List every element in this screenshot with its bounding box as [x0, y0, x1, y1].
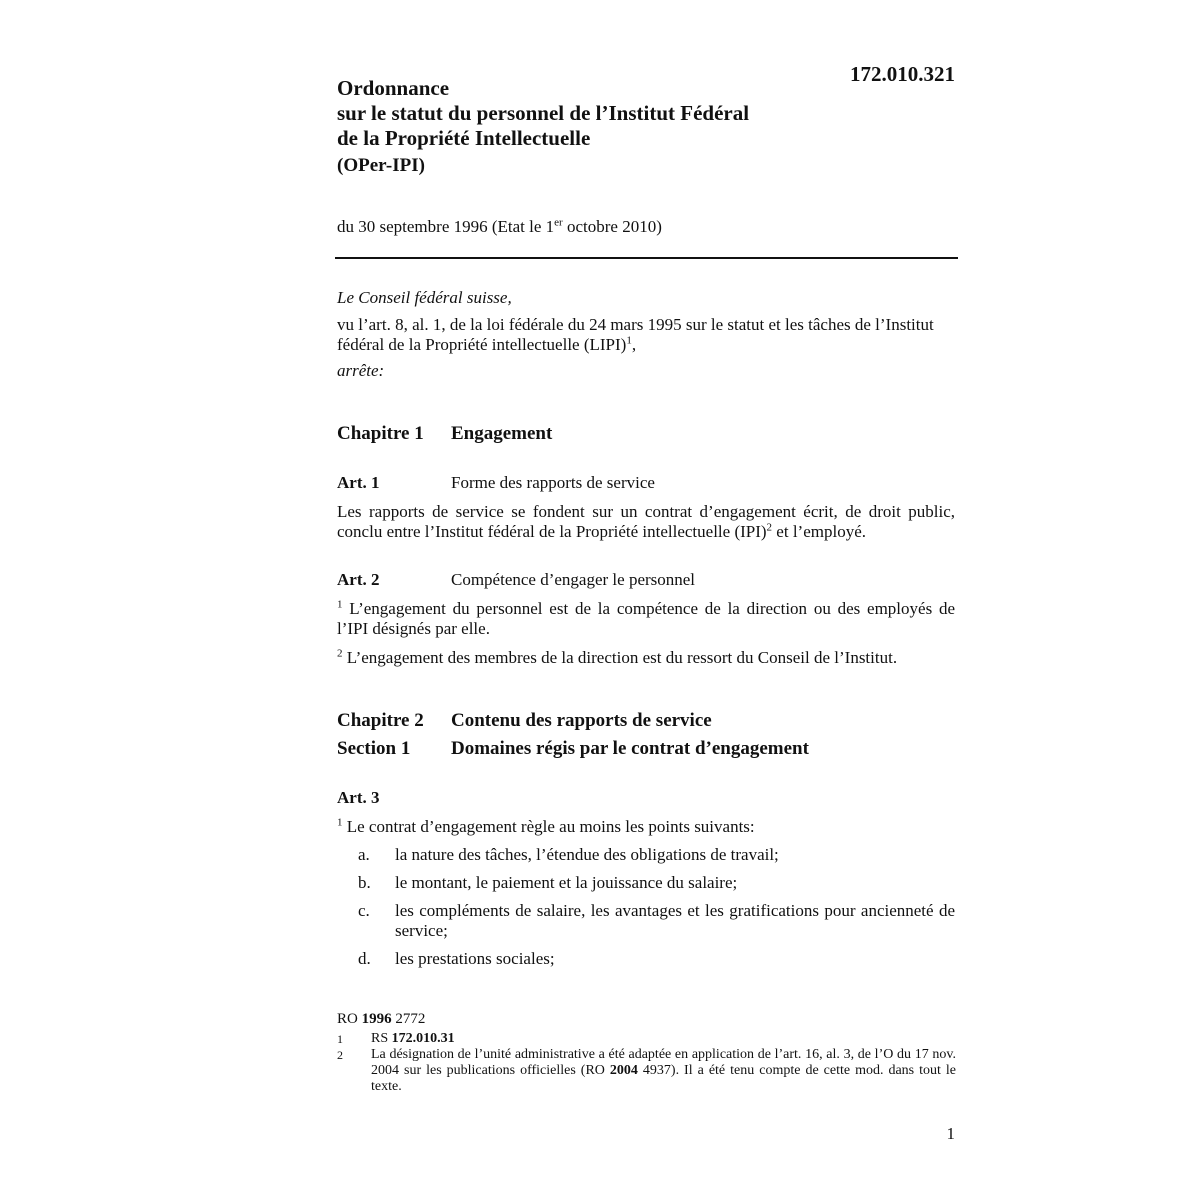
chapter-2-title: Contenu des rapports de service — [451, 710, 712, 731]
title-line-1: Ordonnance — [337, 76, 450, 100]
art-2-heading — [337, 570, 695, 590]
preamble-authority: Le Conseil fédéral suisse, — [337, 288, 512, 307]
chapter-2-heading — [337, 710, 712, 732]
art-3-al-1-text: Le contrat d’engagement règle au moins les points suivants: — [342, 817, 755, 836]
footnote-1 — [337, 1031, 957, 1047]
art-1-text-b: et l’employé. — [772, 522, 866, 541]
art-2-label: Art. 2 — [337, 570, 380, 589]
art-3-heading — [337, 788, 451, 808]
ordinance-abbreviation: (OPer-IPI) — [337, 155, 425, 176]
chapter-1-label: Chapitre 1 — [337, 423, 424, 444]
ro-prefix: RO — [337, 1011, 362, 1027]
footnote-1-number: 1 — [337, 1032, 343, 1046]
chapter-1-title: Engagement — [451, 423, 553, 444]
date-prefix: du 30 septembre 1996 (Etat le 1 — [337, 217, 555, 236]
footnote-1-text — [371, 1031, 956, 1047]
header-divider — [335, 257, 958, 259]
footnote-2-text-b: 4937). Il a été tenu compte de cette mod. dans tout le texte. — [371, 1063, 956, 1094]
preamble-basis-end: , — [631, 335, 637, 354]
date-sup: er — [554, 216, 563, 229]
date-suffix: octobre 2010) — [562, 217, 662, 236]
ro-page: 2772 — [391, 1011, 426, 1027]
footnote-ref-1[interactable]: 1 — [626, 334, 632, 347]
art-2-al-1-number: 1 — [337, 598, 343, 611]
ordinance-date — [337, 217, 662, 237]
list-item-marker: b. — [358, 873, 371, 892]
footnote-2-text — [371, 1047, 956, 1095]
ro-reference — [337, 1011, 425, 1028]
art-3-al-1 — [337, 817, 955, 837]
list-item-marker: c. — [358, 901, 370, 920]
preamble-decree: arrête: — [337, 361, 385, 380]
section-1-title: Domaines régis par le contrat d’engagement — [451, 738, 809, 759]
footnote-2-year: 2004 — [609, 1063, 638, 1078]
preamble-basis-text: vu l’art. 8, al. 1, de la loi fédérale du 24 mars 1995 sur le statut et les tâches de l’Institut fédéral de la Propriété intellectuelle (LIPI) — [337, 315, 934, 354]
list-item-text: le montant, le paiement et la jouissance du salaire; — [395, 873, 738, 892]
art-2-title: Compétence d’engager le personnel — [451, 570, 696, 589]
footnote-1-ref: 172.010.31 — [391, 1031, 455, 1046]
preamble-basis — [337, 315, 957, 355]
list-item-text: les prestations sociales; — [395, 949, 555, 968]
footnote-2-text-a: La désignation de l’unité administrative a été adaptée en application de l’art. 16, al. 3, de l’O du 17 nov. 2004 sur les publications officielles (RO — [371, 1047, 956, 1078]
footnote-2 — [337, 1047, 957, 1097]
chapter-2-label: Chapitre 2 — [337, 710, 424, 731]
ro-year: 1996 — [361, 1011, 392, 1027]
art-2-al-1 — [337, 599, 955, 639]
art-2-al-2-number: 2 — [337, 647, 343, 660]
title-line-2: sur le statut du personnel de l’Institut Fédéral — [337, 101, 750, 125]
footnote-ref-2[interactable]: 2 — [766, 521, 773, 534]
art-3-label: Art. 3 — [337, 788, 380, 807]
art-2-al-2-text: L’engagement des membres de la direction est du ressort du Conseil de l’Institut. — [342, 648, 898, 667]
page-number: 1 — [946, 1124, 955, 1143]
sr-number: 172.010.321 — [850, 62, 955, 86]
title-line-3: de la Propriété Intellectuelle — [337, 126, 591, 150]
footnote-2-number: 2 — [337, 1048, 343, 1062]
chapter-1-heading — [337, 423, 552, 445]
art-2-al-1-text: L’engagement du personnel est de la compétence de la direction ou des employés de l’IPI désignés par elle. — [337, 599, 955, 638]
list-item-text: la nature des tâches, l’étendue des obligations de travail; — [395, 845, 779, 864]
art-2-al-2 — [337, 648, 955, 668]
section-1-heading — [337, 738, 809, 760]
section-1-label: Section 1 — [337, 738, 411, 759]
footnote-1-prefix: RS — [371, 1031, 392, 1046]
list-item-marker: d. — [358, 949, 371, 968]
art-1-heading — [337, 473, 655, 493]
ordinance-title — [337, 76, 749, 151]
art-3-al-1-number: 1 — [337, 816, 343, 829]
art-1-text — [337, 502, 955, 542]
art-1-title: Forme des rapports de service — [451, 473, 655, 492]
art-1-text-a: Les rapports de service se fondent sur un contrat d’engagement écrit, de droit public, conclu entre l’Institut fédéral de la Propriété intellectuelle (IPI) — [337, 502, 955, 541]
list-item-text: les compléments de salaire, les avantages et les gratifications pour ancienneté de service; — [395, 901, 955, 940]
list-item-marker: a. — [358, 845, 370, 864]
art-1-label: Art. 1 — [337, 473, 380, 492]
